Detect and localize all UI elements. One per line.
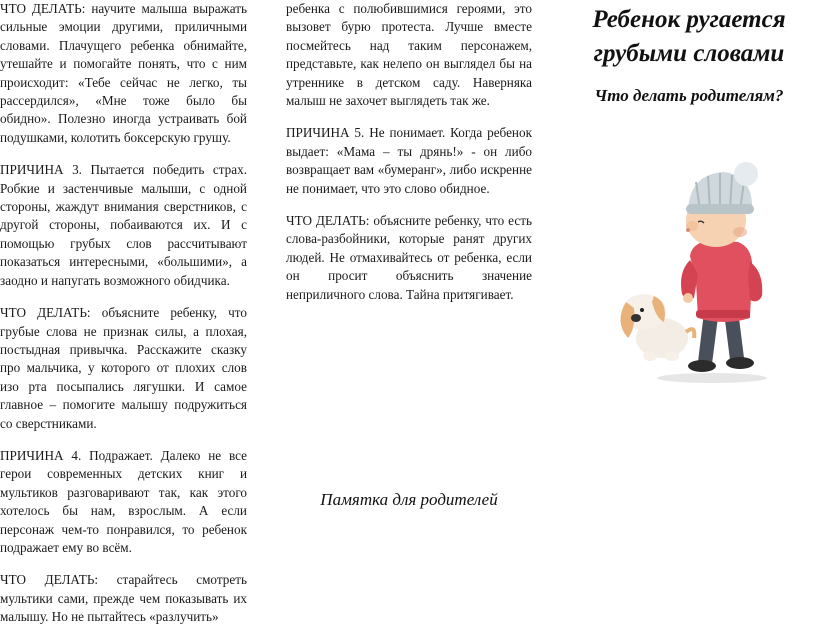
puppy <box>620 294 694 361</box>
paragraph-reason-3: ПРИЧИНА 3. Пытается победить страх. Робкие и застенчивые малыши, с одной стороны, жаждут внимания сверстников, с другой стороны, побаиваются их. И с помощью грубых слов рассчитывают показаться интересными, «большими», а заодно и напугать возможного обидчика. <box>0 162 247 288</box>
boy-hat <box>686 162 758 214</box>
paragraph-what-to-do-5: ЧТО ДЕЛАТЬ: объясните ребенку, что есть слова-разбойники, которые ранят других людей. Не отмахивайтесь от ребенка, если он просит объяснить значение неприличного слова. Тайна притягивает. <box>286 213 532 302</box>
page-subtitle: Что делать родителям? <box>594 86 784 105</box>
page-title: Ребенок ругается грубыми словами <box>592 6 786 67</box>
paragraph-reason-5: ПРИЧИНА 5. Не понимает. Когда ребенок выдает: «Мама – ты дрянь!» - он либо возвращает вам «бумеранг», либо искренне не понимает, что это слово обидное. <box>286 125 532 196</box>
paragraph-continuation: ребенка с полюбившимися героями, это вызовет бурю протеста. Лучше вместе посмейтесь над таким персонажем, представьте, как нелепо он выглядел бы на утреннике в детском саду. Наверняка малыш не захочет выглядеть так же. <box>286 1 532 109</box>
paragraph-reason-4: ПРИЧИНА 4. Подражает. Далеко не все герои современных детских книг и мультиков разговаривают так, как этого хотелось бы нам, взрослым. А если персонаж чем-то понравился, то ребенок подражает ему во всём. <box>0 447 247 555</box>
paragraph-what-to-do-1: ЧТО ДЕЛАТЬ: научите малыша выражать сильные эмоции другими, приличными словами. Плачущего ребенка обнимайте, утешайте и помогайте понять, что с ним происходит: «Тебе сейчас не легко, ты рассердился», «Мне тоже было бы обидно». Полезно иногда устраивать бой подушками, колотить боксерскую грушу. <box>0 1 247 145</box>
boy-with-puppy-illustration <box>612 152 782 384</box>
paragraph-what-to-do-4: ЧТО ДЕЛАТЬ: старайтесь смотреть мультики сами, прежде чем показывать их малышу. Но не пытайтесь «разлучить» <box>0 572 247 625</box>
memo-caption: Памятка для родителей <box>320 490 498 509</box>
ground-shadow <box>657 373 767 383</box>
column-left <box>0 0 247 641</box>
boy-jacket <box>681 240 762 322</box>
column-middle <box>286 0 532 318</box>
paragraph-what-to-do-3: ЧТО ДЕЛАТЬ: объясните ребенку, что грубые слова не признак силы, а плохая, постыдная привычка. Расскажите сказку про мальчика, у которого от плохих слов изо рта посыпались лягушки. И самое главное – помогите малышу подружиться со сверстниками. <box>0 305 247 431</box>
column-right <box>562 0 816 107</box>
